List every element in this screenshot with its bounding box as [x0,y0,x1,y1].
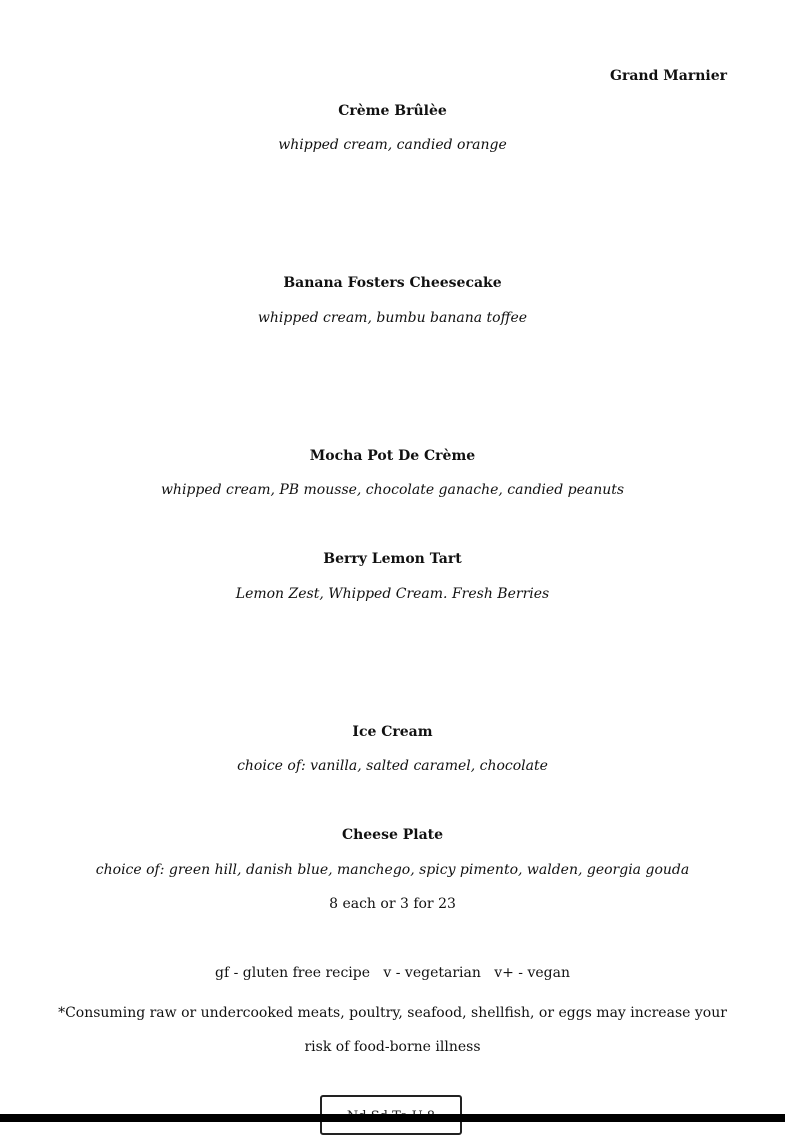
item-name: Banana Fosters Cheesecake [283,275,502,291]
item-name: Mocha Pot De Crème [309,448,476,464]
item-name: Crème Brûlèe [338,103,447,119]
bottom-bar [0,1114,785,1122]
diet-legend: gf - gluten free recipe v - vegetarian v+ - vegan [214,965,571,981]
corner-label: Grand Marnier [610,68,727,84]
item-name: Cheese Plate [341,827,444,843]
item-description: choice of: green hill, danish blue, manchego, spicy pimento, walden, georgia gouda [95,862,690,878]
item-name: Ice Cream [352,724,433,740]
item-description: whipped cream, PB mousse, chocolate ganache, candied peanuts [160,482,625,498]
item-name: Berry Lemon Tart [323,551,462,567]
item-price: 8 each or 3 for 23 [329,896,456,912]
item-description: whipped cream, bumbu banana toffee [257,310,528,326]
food-safety-notice: *Consuming raw or undercooked meats, poultry, seafood, shellfish, or eggs may increase your risk of food-borne illness [58,1005,727,1055]
item-description: whipped cream, candied orange [278,137,507,153]
item-description: Lemon Zest, Whipped Cream. Fresh Berries [235,586,550,602]
item-description: choice of: vanilla, salted caramel, chocolate [237,758,548,774]
